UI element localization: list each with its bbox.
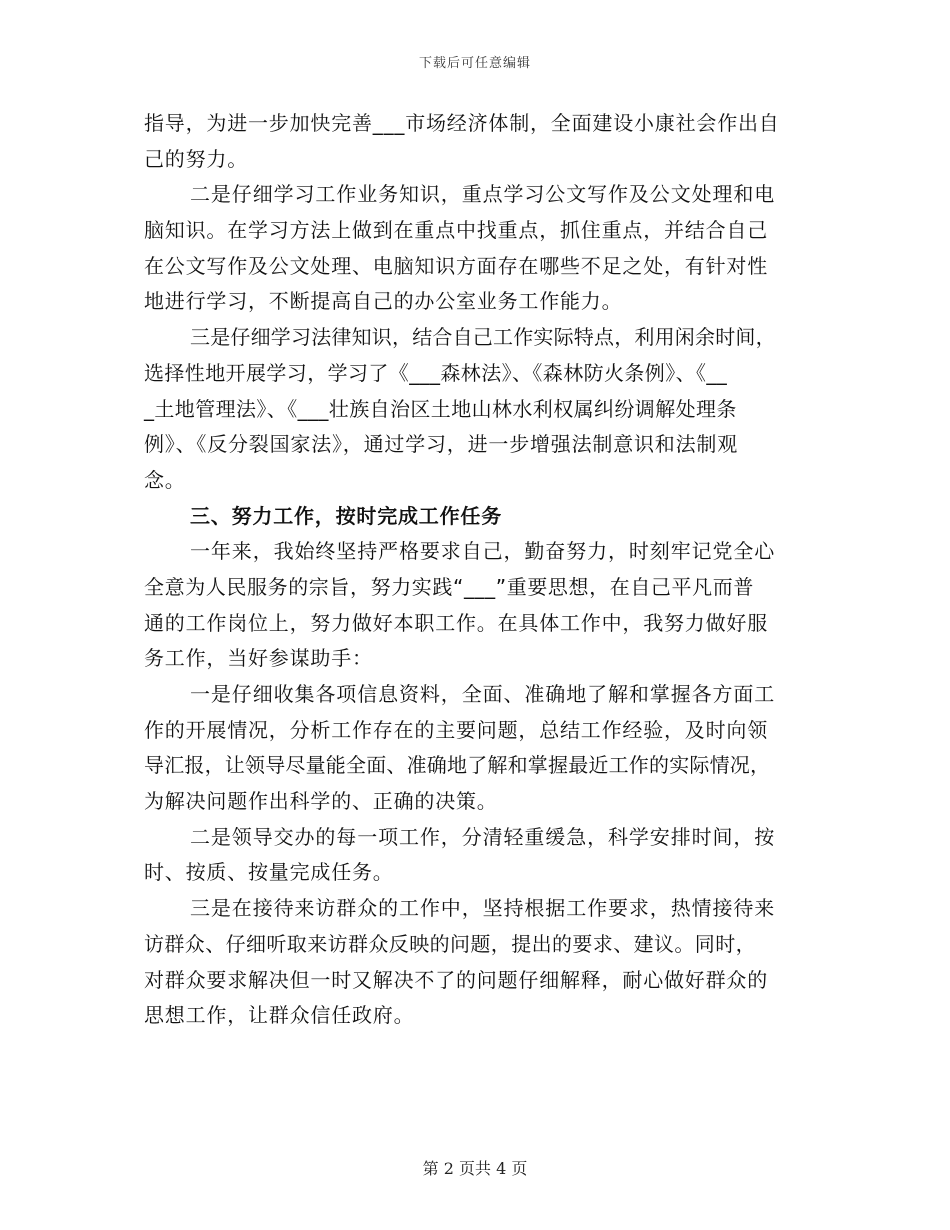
paragraph-line: 通的工作岗位上，努力做好本职工作。在具体工作中，我努力做好服 bbox=[144, 610, 768, 635]
paragraph-line: 对群众要求解决但一时又解决不了的问题仔细解释，耐心做好群众的 bbox=[144, 967, 768, 992]
section-heading: 三、努力工作，按时完成工作任务 bbox=[190, 503, 502, 528]
paragraph-line: 选择性地开展学习，学习了《___森林法》、《森林防火条例》、《__ bbox=[144, 360, 728, 385]
paragraph-line: 作的开展情况，分析工作存在的主要问题，总结工作经验，及时向领 bbox=[144, 717, 768, 742]
paragraph-line: 脑知识。在学习方法上做到在重点中找重点，抓住重点，并结合自己 bbox=[144, 218, 768, 243]
paragraph-line: 地进行学习，不断提高自己的办公室业务工作能力。 bbox=[144, 289, 623, 314]
page-header: 下载后可任意编辑 bbox=[418, 56, 531, 71]
paragraph-line: 二是仔细学习工作业务知识，重点学习公文写作及公文处理和电 bbox=[190, 182, 776, 207]
paragraph-line: 二是领导交办的每一项工作，分清轻重缓急，科学安排时间，按 bbox=[190, 824, 776, 849]
document-body bbox=[144, 106, 812, 1034]
paragraph-line: 三是仔细学习法律知识，结合自己工作实际特点，利用闲余时间， bbox=[190, 325, 776, 350]
paragraph-line: 思想工作，让群众信任政府。 bbox=[144, 1003, 415, 1028]
paragraph-line: 导汇报，让领导尽量能全面、准确地了解和掌握最近工作的实际情况， bbox=[144, 753, 771, 778]
paragraph-line: 为解决问题作出科学的、正确的决策。 bbox=[144, 789, 498, 814]
paragraph-line: 时、按质、按量完成任务。 bbox=[144, 860, 394, 885]
paragraph-line: 一年来，我始终坚持严格要求自己，勤奋努力，时刻牢记党全心 bbox=[190, 539, 776, 564]
paragraph-line: 一是仔细收集各项信息资料，全面、准确地了解和掌握各方面工 bbox=[190, 682, 776, 706]
paragraph-line: 己的努力。 bbox=[144, 146, 248, 171]
paragraph-line: 三是在接待来访群众的工作中，坚持根据工作要求，热情接待来 bbox=[190, 896, 776, 921]
paragraph-line: 例》、《反分裂国家法》，通过学习，进一步增强法制意识和法制观 bbox=[144, 432, 738, 457]
paragraph-line: 在公文写作及公文处理、电脑知识方面存在哪些不足之处，有针对性 bbox=[144, 253, 768, 278]
paragraph-line: 访群众、仔细听取来访群众反映的问题，提出的要求、建议。同时， bbox=[144, 931, 756, 956]
page-footer: 第 2 页共 4 页 bbox=[422, 1159, 528, 1178]
paragraph-line: 全意为人民服务的宗旨，努力实践“___”重要思想，在自己平凡而普 bbox=[144, 574, 754, 599]
paragraph-line: 指导，为进一步加快完善___市场经济体制，全面建设小康社会作出自 bbox=[144, 111, 780, 135]
paragraph-line: 务工作，当好参谋助手： bbox=[144, 646, 373, 671]
paragraph-line: 念。 bbox=[144, 467, 186, 492]
paragraph-line: _土地管理法》、《___壮族自治区土地山林水利权属纠纷调解处理条 bbox=[144, 396, 737, 421]
